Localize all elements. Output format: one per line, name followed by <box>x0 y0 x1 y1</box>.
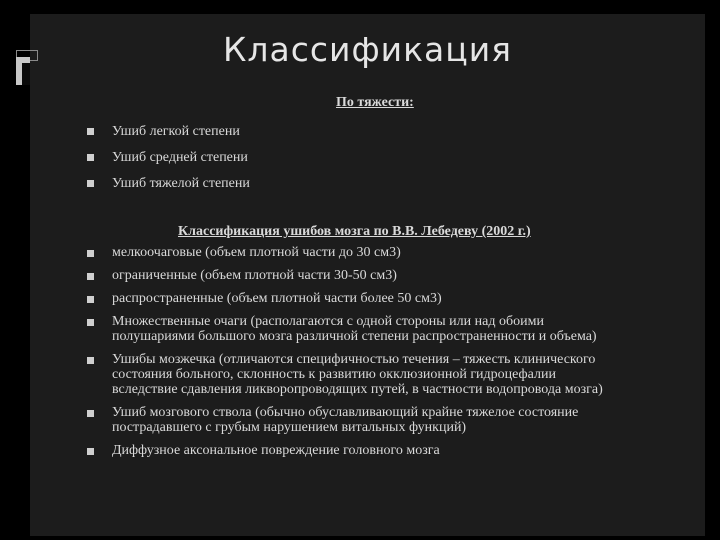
severity-heading: По тяжести: <box>336 95 414 110</box>
square-bullet-icon <box>87 180 94 187</box>
square-bullet-icon <box>87 273 94 280</box>
lebedev-heading: Классификация ушибов мозга по В.В. Лебедеву (2002 г.) <box>178 224 531 239</box>
square-bullet-icon <box>87 250 94 257</box>
slide-title: Классификация <box>222 30 513 69</box>
list-item-text: ограниченные (объем плотной части 30-50 см3) <box>112 268 397 283</box>
square-bullet-icon <box>87 357 94 364</box>
accent-dark-decoration <box>22 63 30 85</box>
square-bullet-icon <box>87 154 94 161</box>
list-item-text: Диффузное аксональное повреждение головного мозга <box>112 443 440 458</box>
square-bullet-icon <box>87 128 94 135</box>
list-item-text: Ушиб тяжелой степени <box>112 176 250 191</box>
list-item-text: Ушиб легкой степени <box>112 124 240 139</box>
square-bullet-icon <box>87 296 94 303</box>
list-item-text: Множественные очаги (располагаются с одной стороны или над обоими полушариями большого мозга различной степени распространенности и объема) <box>112 314 597 344</box>
list-item-text: Ушиб средней степени <box>112 150 248 165</box>
list-item-text: распространенные (объем плотной части более 50 см3) <box>112 291 442 306</box>
list-item-text: Ушиб мозгового ствола (обычно обуславливающий крайне тяжелое состояние пострадавшего с грубым нарушением витальных функций) <box>112 405 579 435</box>
list-item-text: Ушибы мозжечка (отличаются специфичностью течения – тяжесть клинического состояния больного, склонность к развитию окклюзионной гидроцефалии вследствие сдавления ликворопроводящих путей, в частности водопровода мозга) <box>112 352 603 397</box>
square-bullet-icon <box>87 448 94 455</box>
square-bullet-icon <box>87 410 94 417</box>
square-bullet-icon <box>87 319 94 326</box>
list-item-text: мелкоочаговые (объем плотной части до 30 см3) <box>112 245 401 260</box>
